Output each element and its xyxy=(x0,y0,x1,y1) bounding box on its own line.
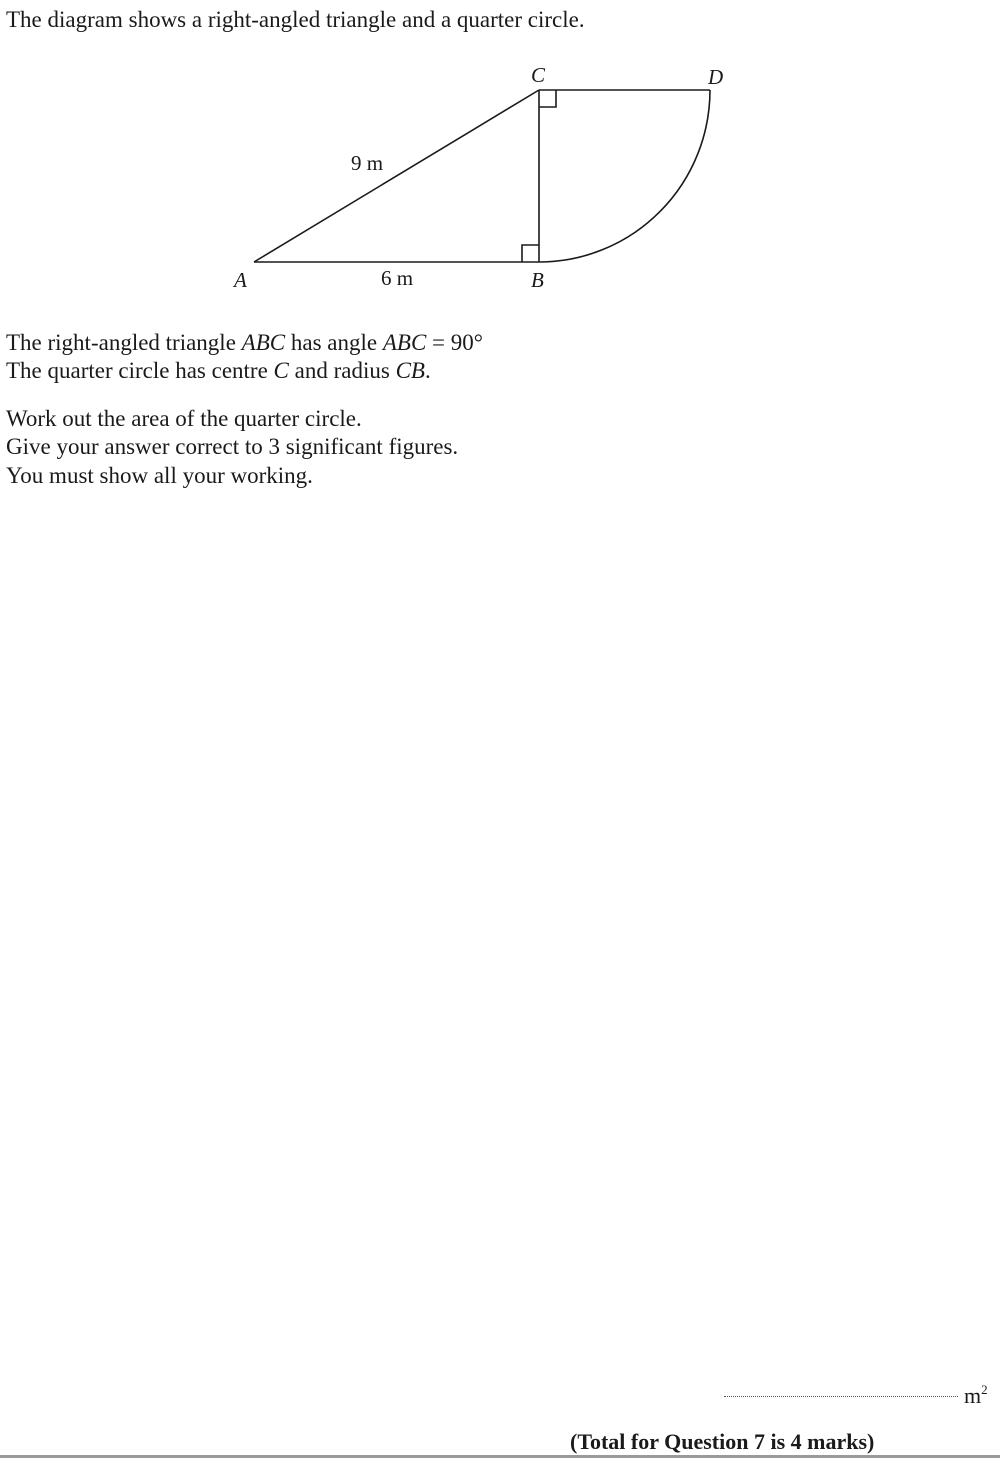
answer-unit-base: m xyxy=(964,1383,982,1408)
base-length-label: 6 m xyxy=(381,266,414,290)
quarter-circle-statement xyxy=(6,357,431,385)
quarter-circle-statement-part-2: and radius xyxy=(288,358,396,383)
side-ac xyxy=(254,90,539,262)
answer-line[interactable] xyxy=(724,1396,958,1397)
point-label-d: D xyxy=(708,65,724,89)
centre-name: C xyxy=(273,358,289,383)
triangle-statement-part-2: has angle xyxy=(285,330,383,355)
answer-unit xyxy=(964,1377,988,1409)
angle-value: = 90° xyxy=(426,330,483,355)
triangle-statement-part-1: The right-angled triangle xyxy=(6,330,242,355)
hypotenuse-length-label: 9 m xyxy=(351,151,384,175)
point-label-c: C xyxy=(531,63,546,87)
intro-text: The diagram shows a right-angled triangle and a quarter circle. xyxy=(6,7,585,32)
right-angle-marker-b xyxy=(522,245,539,262)
point-label-b: B xyxy=(531,268,544,292)
bottom-divider xyxy=(0,1455,1000,1458)
total-marks: (Total for Question 7 is 4 marks) xyxy=(570,1429,875,1454)
triangle-statement xyxy=(6,329,483,357)
triangle-quarter-circle-diagram xyxy=(0,0,1000,320)
right-angle-marker-c xyxy=(539,90,556,107)
point-label-a: A xyxy=(234,268,247,292)
quarter-circle-statement-end: . xyxy=(424,358,431,383)
angle-name: ABC xyxy=(382,330,427,355)
instruction-line: You must show all your working. xyxy=(6,463,313,488)
instruction-line: Work out the area of the quarter circle. xyxy=(6,406,362,431)
quarter-circle-arc xyxy=(539,90,710,262)
quarter-circle-statement-part-1: The quarter circle has centre xyxy=(6,358,274,383)
triangle-name: ABC xyxy=(241,330,286,355)
instruction-line: Give your answer correct to 3 significant figures. xyxy=(6,434,459,459)
answer-unit-power: 2 xyxy=(981,1382,988,1397)
radius-name: CB xyxy=(395,358,425,383)
